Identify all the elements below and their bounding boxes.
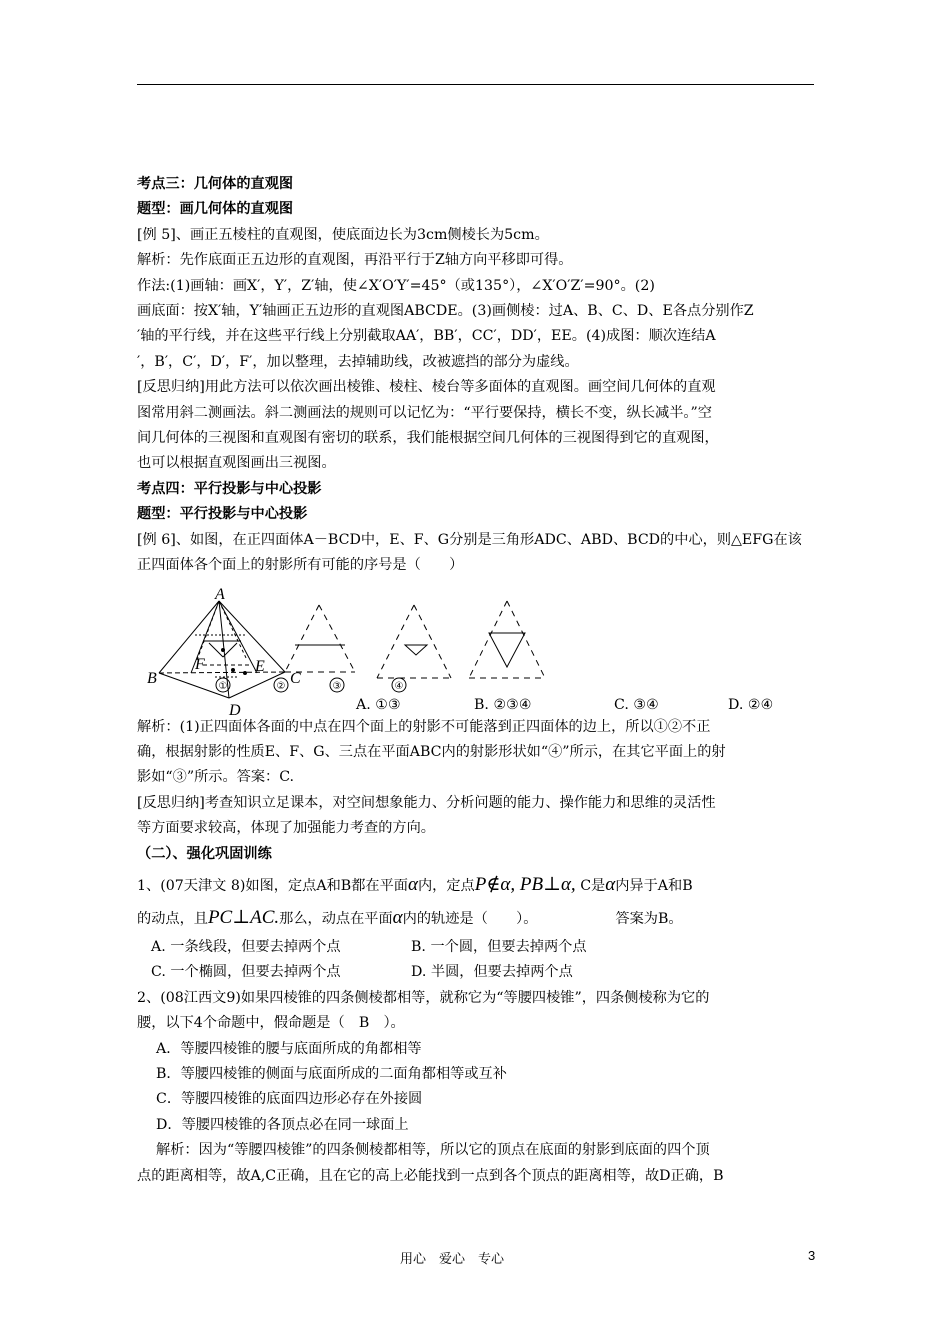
label-D: D xyxy=(229,701,241,715)
example-6-solution: 确，根据射影的性质E、F、G、三点在平面ABC内的射影形状如“④”所示，在其它平面上的射 xyxy=(137,743,726,760)
alpha-symbol: α xyxy=(407,873,418,895)
alpha-symbol: α xyxy=(605,873,616,895)
question-2-option: A．等腰四棱锥的腰与底面所成的角都相等 xyxy=(156,1040,422,1057)
math-condition: PC⊥AC. xyxy=(207,906,280,928)
emphasis-false-proposition: 假命题 · · · xyxy=(274,1015,317,1031)
tetrahedron-figure xyxy=(137,585,815,715)
question-1-options xyxy=(137,960,815,985)
footer-motto: 用心 爱心 专心 xyxy=(400,1252,505,1267)
section-4-type: 题型：平行投影与中心投影 xyxy=(137,506,308,523)
reflect-line: [反思归纳]考查知识立足课本，对空间想象能力、分析问题的能力、操作能力和思维的灵活性 xyxy=(137,794,716,811)
question-2-solution: 点的距离相等，故A,C正确，且在它的高上必能找到一点到各个顶点的距离相等，故D正确，B xyxy=(137,1167,724,1184)
section-4-title: 考点四：平行投影与中心投影 xyxy=(137,480,322,497)
example-5-solution: 解析：先作底面正五边形的直观图，再沿平行于Z轴方向平移即可得。 xyxy=(137,252,573,269)
reflect-line: 也可以根据直观图画出三视图。 xyxy=(137,455,336,472)
page-number: 3 xyxy=(808,1248,816,1263)
example-5-step: ′轴的平行线，并在这些平行线上分别截取AA′，BB′，CC′，DD′，EE。(4)成图：顺次连结A xyxy=(137,328,716,345)
example-6-line: 正四面体各个面上的射影所有可能的序号是（ ） xyxy=(137,557,464,574)
example-6-answers xyxy=(356,693,816,718)
answer-option: B. ②③④ xyxy=(474,696,532,713)
question-2-line-1: 2、(08江西文9)如果四棱锥的四条侧棱都相等，就称它为“等腰四棱锥”，四条侧棱称为它的 xyxy=(137,989,710,1006)
label-E: E xyxy=(255,657,265,675)
option: A. 一条线段，但要去掉两个点 xyxy=(151,938,341,955)
label-B: B xyxy=(147,669,157,687)
label-C: C xyxy=(290,669,301,687)
example-5-step: 画底面：按X′轴，Y′轴画正五边形的直观图ABCDE。(3)画侧棱：过A、B、C、D、E各点分别作Z xyxy=(137,303,754,320)
answer-option: D. ②④ xyxy=(728,696,774,713)
question-1-line-1: 1、(07天津文 8)如图，定点A和B都在平面α内，定点P∉α, PB⊥α, C是α内异于A和B xyxy=(137,873,693,895)
alpha-symbol: α xyxy=(392,906,403,928)
question-2-line-2: 腰，以下4个命题中，假命题 · · ·是（ B ）。 xyxy=(137,1011,815,1036)
answer-option: C. ③④ xyxy=(614,696,659,713)
math-condition: P∉α, PB⊥α, xyxy=(474,873,576,895)
section-3-title: 考点三：几何体的直观图 xyxy=(137,176,294,192)
reflect-line: 图常用斜二测画法。斜二测画法的规则可以记忆为：“平行要保持，横长不变，纵长减半。”空 xyxy=(137,404,712,421)
example-5: [例 5]、画正五棱柱的直观图，使底面边长为3cm侧棱长为5cm。 xyxy=(137,226,549,243)
example-5-step: 作法:(1)画轴：画X′，Y′，Z′轴，使∠X′O′Y′=45°（或135°），∠X′O′Z′=90°。(2) xyxy=(137,277,655,294)
example-6-solution: 解析：(1)正四面体各面的中点在四个面上的射影不可能落到正四面体的边上，所以①②不正 xyxy=(137,718,711,735)
question-1-options xyxy=(137,935,815,960)
header-rule xyxy=(137,84,814,85)
reflect-line: 间几何体的三视图和直观图有密切的联系，我们能根据空间几何体的三视图得到它的直观图， xyxy=(137,430,719,447)
question-2-option: B．等腰四棱锥的侧面与底面所成的二面角都相等或互补 xyxy=(156,1065,507,1082)
section-3-type: 题型：画几何体的直观图 xyxy=(137,201,294,218)
example-5-step: ′，B′，C′，D′，F′，加以整理，去掉辅助线，改被遮挡的部分为虚线。 xyxy=(137,353,579,370)
label-A: A xyxy=(215,585,225,603)
label-2: ② xyxy=(276,680,286,692)
reflect-line: [反思归纳]用此方法可以依次画出棱锥、棱柱、棱台等多面体的直观图。画空间几何体的直观 xyxy=(137,379,716,396)
option: D. 半圆，但要去掉两个点 xyxy=(411,964,573,981)
option: C. 一个椭圆，但要去掉两个点 xyxy=(151,964,341,981)
question-1-line-2: 的动点，且PC⊥AC.那么，动点在平面α内的轨迹是（ ）。 答案为B。 xyxy=(137,906,683,928)
question-2-option: C．等腰四棱锥的底面四边形必存在外接圆 xyxy=(156,1091,423,1108)
example-6-line: [例 6]、如图，在正四面体A－BCD中，E、F、G分别是三角形ADC、ABD、BCD的中心，则△EFG在该 xyxy=(137,531,802,548)
example-6-solution: 影如“③”所示。答案：C. xyxy=(137,769,295,786)
label-F: F xyxy=(195,655,205,673)
label-1: ① xyxy=(218,680,228,692)
reflect-line: 等方面要求较高，体现了加强能力考查的方向。 xyxy=(137,820,435,837)
page-content xyxy=(137,172,815,1189)
label-3: ③ xyxy=(332,680,342,692)
section-5-title: （二）、强化巩固训练 xyxy=(137,845,272,862)
option: B. 一个圆，但要去掉两个点 xyxy=(411,938,587,955)
label-4: ④ xyxy=(394,680,404,692)
answer-option: A. ①③ xyxy=(356,696,401,713)
question-2-option: D．等腰四棱锥的各顶点必在同一球面上 xyxy=(156,1116,409,1133)
question-2-solution: 解析：因为“等腰四棱锥”的四条侧棱都相等，所以它的顶点在底面的射影到底面的四个顶 xyxy=(156,1142,710,1159)
